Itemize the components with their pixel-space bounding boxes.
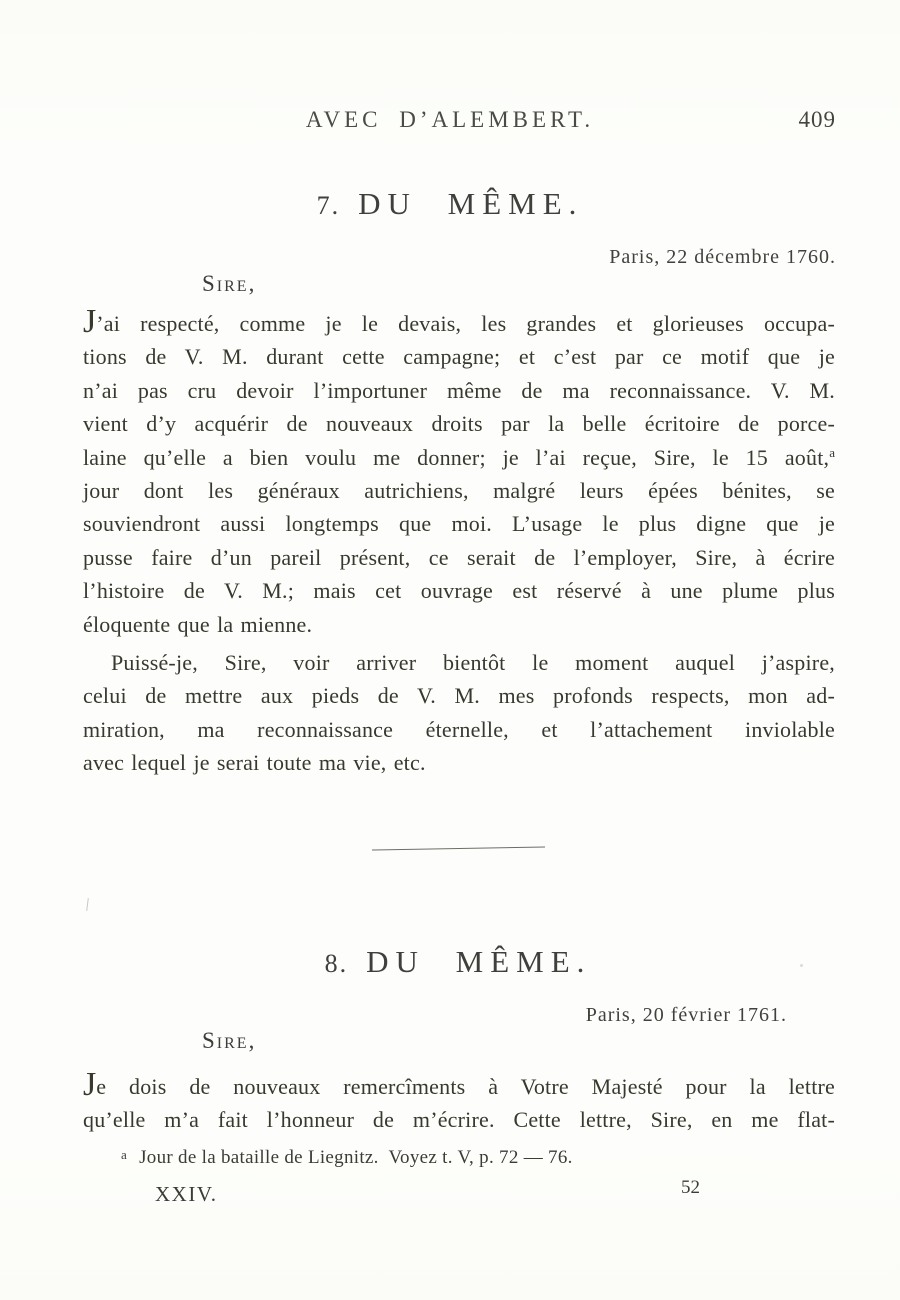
text-line: tions de V. M. durant cette campagne; et c’est par ce motif que je [83, 344, 835, 370]
footnote-marker: a [121, 1147, 128, 1162]
footnote-text: Jour de la bataille de Liegnitz. Voyez t. V, p. 72 — 76. [139, 1147, 573, 1168]
text-line: Je dois de nouveaux remercîments à Votre Majesté pour la lettre [83, 1066, 835, 1103]
scan-speck [86, 898, 89, 911]
text-line: laine qu’elle a bien voulu me donner; je l’ai reçue, Sire, le 15 août,$^a$ [83, 444, 835, 470]
letter-7-salutation: Sire, [202, 271, 257, 296]
letter-8-heading [8, 944, 900, 980]
text-line: éloquente que la mienne. [83, 611, 313, 637]
text-line: jour dont les généraux autrichiens, malgré leurs épées bénites, se [83, 478, 835, 504]
letter-7-paragraph-2 [83, 646, 835, 780]
text-line: qu’elle m’a fait l’honneur de m’écrire. Cette lettre, Sire, en me flat- [83, 1107, 835, 1133]
letter-7-dateline: Paris, 22 décembre 1760. [609, 246, 836, 268]
letter-8-dateline: Paris, 20 février 1761. [585, 1004, 787, 1026]
text-line: Puissé-je, Sire, voir arriver bientôt le moment auquel j’aspire, [111, 650, 835, 675]
letter-7-number: 7. [316, 191, 341, 220]
section-divider-rule [372, 846, 545, 850]
letter-8-number: 8. [324, 949, 349, 978]
letter-7-heading [0, 186, 900, 222]
letter-8-paragraph-1 [83, 1066, 835, 1137]
footnote [121, 1147, 573, 1169]
drop-initial: J [83, 303, 97, 340]
letter-7-title: DU MÊME. [358, 186, 584, 221]
running-header: AVEC D’ALEMBERT. [305, 107, 595, 132]
text-line: n’ai pas cru devoir l’importuner même de ma reconnaissance. V. M. [83, 377, 835, 403]
text-line: avec lequel je serai toute ma vie, etc. [83, 750, 426, 776]
text-line: vient d’y acquérir de nouveaux droits par la belle écritoire de porce- [83, 411, 835, 437]
signature-mark: 52 [681, 1177, 700, 1198]
letter-8-salutation: Sire, [202, 1028, 257, 1053]
letter-8-title: DU MÊME. [366, 944, 592, 979]
text-line: souviendront aussi longtemps que moi. L’usage le plus digne que je [83, 511, 835, 537]
scan-speck [800, 964, 803, 967]
text-line: pusse faire d’un pareil présent, ce serait de l’employer, Sire, à écrire [83, 544, 835, 570]
volume-mark: XXIV. [155, 1182, 218, 1206]
text-line: celui de mettre aux pieds de V. M. mes profonds respects, mon ad- [83, 683, 835, 709]
text-line: l’histoire de V. M.; mais cet ouvrage est réservé à une plume plus [83, 578, 835, 604]
letter-7-paragraph-1 [83, 303, 835, 641]
text-line: J’ai respecté, comme je le devais, les grandes et glorieuses occupa- [83, 303, 835, 340]
drop-initial: J [83, 1066, 97, 1103]
footnote-reference-marker: a [829, 444, 835, 460]
page-number: 409 [798, 107, 836, 132]
text-line: miration, ma reconnaissance éternelle, et l’attachement inviolable [83, 716, 835, 742]
